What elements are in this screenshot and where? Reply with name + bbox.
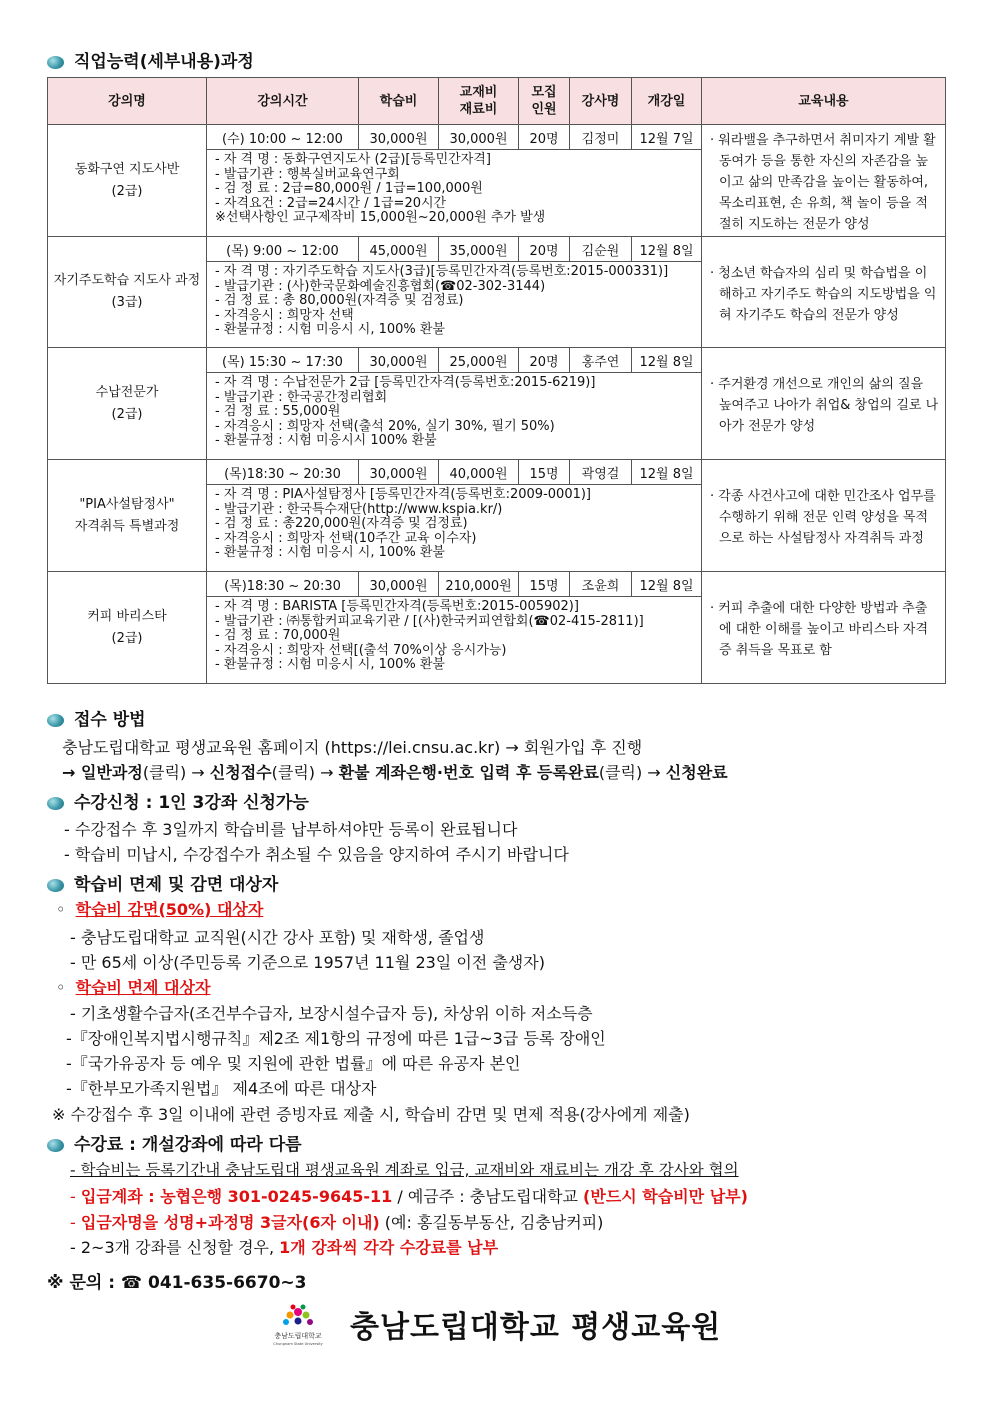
course-time: (수) 10:00 ~ 12:00 bbox=[207, 125, 359, 150]
university-logo-icon bbox=[268, 1300, 328, 1350]
discount-sub2-line-4: -『한부모가족지원법』 제4조에 따른 대상자 bbox=[66, 1079, 377, 1098]
course-instructor: 김정미 bbox=[570, 125, 632, 150]
column-header: 강의시간 bbox=[207, 78, 359, 125]
course-details bbox=[207, 485, 702, 572]
detail-line: - 발급기관 : 행복실버교육연구회 bbox=[215, 166, 400, 182]
tuition-line-3: - 입금자명을 성명+과정명 3글자(6자 이내) (예: 홍길동부동산, 김충남커피) bbox=[70, 1213, 604, 1232]
course-time: (목)18:30 ~ 20:30 bbox=[207, 572, 359, 597]
course-description: · 주거환경 개선으로 개인의 삶의 질을 높여주고 나아가 취업& 창업의 길로 나아가 전문가 양성 bbox=[702, 348, 946, 460]
course-material: 35,000원 bbox=[439, 237, 519, 262]
detail-line: - 발급기관 : (사)한국문화예술진흥협회(☎02-302-3144) bbox=[215, 278, 546, 294]
discount-sub2-line-2: -『장애인복지법시행규칙』제2조 제1항의 규정에 따른 1급~3급 등록 장애인 bbox=[66, 1029, 606, 1048]
column-header: 강의명 bbox=[48, 78, 207, 125]
detail-line: - 발급기관 : 한국공간정리협회 bbox=[215, 389, 388, 405]
detail-line: - 검 정 료 : 70,000원 bbox=[215, 628, 341, 643]
discount-sub2-line-3: -『국가유공자 등 예우 및 지원에 관한 법률』에 따른 유공자 본인 bbox=[66, 1054, 521, 1073]
course-fee: 30,000원 bbox=[359, 572, 439, 597]
discount-sub2-line-1: - 기초생활수급자(조건부수급자, 보장시설수급자 등), 차상위 이하 저소득층 bbox=[70, 1004, 593, 1023]
section-title-courses: 직업능력(세부내용)과정 bbox=[47, 47, 254, 72]
tuition-line-1: - 학습비는 등록기간내 충남도립대 평생교육원 계좌로 입금, 교재비와 재료비는 개강 후 강사와 협의 bbox=[70, 1161, 739, 1179]
detail-line: - 발급기관 : ㈜통합커피교육기관 / [(사)한국커피연합회(☎02-415-2811)] bbox=[215, 613, 644, 629]
course-description: · 각종 사건사고에 대한 민간조사 업무를 수행하기 위해 전문 인력 양성을 목적으로 하는 사설탐정사 자격취득 과정 bbox=[702, 460, 946, 572]
course-material: 210,000원 bbox=[439, 572, 519, 597]
enroll-line-2: - 학습비 미납시, 수강접수가 취소될 수 있음을 양지하여 주시기 바랍니다 bbox=[64, 845, 569, 864]
detail-line: ※선택사항인 교구제작비 15,000원~20,000원 추가 발생 bbox=[215, 210, 546, 225]
course-capacity: 15명 bbox=[519, 460, 570, 485]
detail-line: - 검 정 료 : 총220,000원(자격증 및 검정료) bbox=[215, 516, 468, 531]
detail-line: - 검 정 료 : 2급=80,000원 / 1급=100,000원 bbox=[215, 181, 483, 196]
course-instructor: 조윤희 bbox=[570, 572, 632, 597]
course-details bbox=[207, 597, 702, 684]
course-fee: 30,000원 bbox=[359, 125, 439, 150]
course-material: 40,000원 bbox=[439, 460, 519, 485]
university-logo bbox=[268, 1300, 328, 1350]
course-start: 12월 8일 bbox=[632, 572, 702, 597]
contact-info: ※ 문의 : ☎ 041-635-6670~3 bbox=[47, 1273, 307, 1293]
discount-note: ※ 수강접수 후 3일 이내에 관련 증빙자료 제출 시, 학습비 감면 및 면제 적용(강사에게 제출) bbox=[52, 1105, 690, 1124]
detail-line: - 환불규정 : 시험 미응시 시, 100% 환불 bbox=[215, 657, 445, 672]
enroll-line-1: - 수강접수 후 3일까지 학습비를 납부하셔야만 등록이 완료됩니다 bbox=[64, 820, 518, 839]
course-material: 25,000원 bbox=[439, 348, 519, 373]
course-name: 동화구연 지도사반 (2급) bbox=[48, 125, 207, 237]
course-instructor: 김순원 bbox=[570, 237, 632, 262]
course-instructor: 곽영걸 bbox=[570, 460, 632, 485]
course-capacity: 20명 bbox=[519, 237, 570, 262]
column-header: 교육내용 bbox=[702, 78, 946, 125]
course-start: 12월 7일 bbox=[632, 125, 702, 150]
detail-line: - 자 격 명 : 자기주도학습 지도사(3급)[등록민간자격(등록번호:2015-000331)] bbox=[215, 264, 669, 279]
detail-line: - 환불규정 : 시험 미응시 시, 100% 환불 bbox=[215, 322, 445, 337]
course-description: · 워라밸을 추구하면서 취미자기 계발 활동여가 등을 통한 자신의 자존감을 높이고 삶의 만족감을 높이는 활동하여, 목소리표현, 손 유희, 책 놀이 등을 적절히 지도하는 전문가 양성 bbox=[702, 125, 946, 237]
course-row bbox=[48, 572, 946, 597]
course-time: (목)18:30 ~ 20:30 bbox=[207, 460, 359, 485]
course-time: (목) 9:00 ~ 12:00 bbox=[207, 237, 359, 262]
course-fee: 30,000원 bbox=[359, 460, 439, 485]
bullet-icon bbox=[47, 56, 64, 69]
detail-line: - 발급기관 : 한국특수재단(http://www.kspia.kr/) bbox=[215, 501, 503, 517]
course-fee: 30,000원 bbox=[359, 348, 439, 373]
column-header: 강사명 bbox=[570, 78, 632, 125]
footer bbox=[0, 1296, 992, 1356]
detail-line: - 환불규정 : 시험 미응시 시, 100% 환불 bbox=[215, 545, 445, 560]
course-start: 12월 8일 bbox=[632, 237, 702, 262]
bullet-icon bbox=[47, 879, 64, 892]
course-start: 12월 8일 bbox=[632, 460, 702, 485]
detail-line: - 검 정 료 : 55,000원 bbox=[215, 404, 341, 419]
course-row bbox=[48, 348, 946, 373]
course-row bbox=[48, 237, 946, 262]
detail-line: - 환불규정 : 시험 미응시시 100% 환불 bbox=[215, 433, 437, 448]
discount-sub1-heading: ◦ 학습비 감면(50%) 대상자 bbox=[56, 900, 264, 919]
detail-line: - 자격응시 : 희망자 선택(10주간 교육 이수자) bbox=[215, 530, 477, 546]
course-fee: 45,000원 bbox=[359, 237, 439, 262]
course-description: · 커피 추출에 대한 다양한 방법과 추출에 대한 이해를 높이고 바리스타 자격증 취득을 목표로 함 bbox=[702, 572, 946, 684]
course-capacity: 15명 bbox=[519, 572, 570, 597]
bullet-icon bbox=[47, 714, 64, 727]
section-title-tuition: 수강료 : 개설강좌에 따라 다름 bbox=[47, 1130, 302, 1155]
discount-sub1-line-2: - 만 65세 이상(주민등록 기준으로 1957년 11월 23일 이전 출생자) bbox=[70, 953, 545, 972]
column-header: 개강일 bbox=[632, 78, 702, 125]
course-row bbox=[48, 460, 946, 485]
detail-line: - 자격응시 : 희망자 선택[(출석 70%이상 응시가능) bbox=[215, 642, 507, 658]
course-start: 12월 8일 bbox=[632, 348, 702, 373]
course-table bbox=[47, 77, 946, 684]
svg-text:Chungnam State University: Chungnam State University bbox=[273, 1342, 323, 1346]
column-header: 학습비 bbox=[359, 78, 439, 125]
column-header: 모집 인원 bbox=[519, 78, 570, 125]
discount-sub1-line-1: - 충남도립대학교 교직원(시간 강사 포함) 및 재학생, 졸업생 bbox=[70, 928, 485, 947]
svg-text:충남도립대학교: 충남도립대학교 bbox=[274, 1332, 322, 1340]
course-details bbox=[207, 150, 702, 237]
detail-line: - 자 격 명 : PIA사설탐정사 [등록민간자격(등록번호:2009-0001)] bbox=[215, 487, 592, 502]
bullet-icon bbox=[47, 797, 64, 810]
course-instructor: 홍주연 bbox=[570, 348, 632, 373]
detail-line: - 자격응시 : 희망자 선택 bbox=[215, 307, 354, 323]
detail-line: - 자격응시 : 희망자 선택(출석 20%, 실기 30%, 필기 50%) bbox=[215, 418, 555, 434]
section-title-discount: 학습비 면제 및 감면 대상자 bbox=[47, 870, 278, 895]
institute-name: 충남도립대학교 평생교육원 bbox=[350, 1310, 722, 1345]
course-name: "PIA사설탐정사" 자격취득 특별과정 bbox=[48, 460, 207, 572]
table-header-row bbox=[48, 78, 946, 125]
course-row bbox=[48, 125, 946, 150]
tuition-line-2: - 입금계좌 : 농협은행 301-0245-9645-11 / 예금주 : 충남도립대학교 (반드시 학습비만 납부) bbox=[70, 1187, 748, 1206]
course-capacity: 20명 bbox=[519, 125, 570, 150]
column-header: 교재비 재료비 bbox=[439, 78, 519, 125]
detail-line: - 자 격 명 : 동화구연지도사 (2급)[등록민간자격] bbox=[215, 152, 491, 167]
detail-line: - 자 격 명 : BARISTA [등록민간자격(등록번호:2015-005902)] bbox=[215, 599, 579, 614]
course-details bbox=[207, 262, 702, 348]
discount-sub2-heading: ◦ 학습비 면제 대상자 bbox=[56, 978, 211, 997]
reception-line-1: 충남도립대학교 평생교육원 홈페이지 (https://lei.cnsu.ac.kr) → 회원가입 후 진행 bbox=[62, 738, 643, 757]
tuition-line-4: - 2~3개 강좌를 신청할 경우, 1개 강좌씩 각각 수강료를 납부 bbox=[70, 1238, 499, 1257]
course-capacity: 20명 bbox=[519, 348, 570, 373]
bullet-icon bbox=[47, 1139, 64, 1152]
course-details bbox=[207, 373, 702, 460]
course-name: 자기주도학습 지도사 과정 (3급) bbox=[48, 237, 207, 348]
course-name: 수납전문가 (2급) bbox=[48, 348, 207, 460]
section-title-reception: 접수 방법 bbox=[47, 705, 146, 730]
course-time: (목) 15:30 ~ 17:30 bbox=[207, 348, 359, 373]
course-description: · 청소년 학습자의 심리 및 학습법을 이해하고 자기주도 학습의 지도방법을 익혀 자기주도 학습의 전문가 양성 bbox=[702, 237, 946, 348]
reception-line-2: → 일반과정(클릭) → 신청접수(클릭) → 환불 계좌은행·번호 입력 후 등록완료(클릭) → 신청완료 bbox=[62, 763, 728, 782]
course-name: 커피 바리스타 (2급) bbox=[48, 572, 207, 684]
detail-line: - 자 격 명 : 수납전문가 2급 [등록민간자격(등록번호:2015-6219)] bbox=[215, 375, 596, 390]
detail-line: - 자격요건 : 2급=24시간 / 1급=20시간 bbox=[215, 195, 447, 211]
section-title-enroll: 수강신청 : 1인 3강좌 신청가능 bbox=[47, 788, 309, 813]
detail-line: - 검 정 료 : 총 80,000원(자격증 및 검정료) bbox=[215, 293, 464, 308]
course-material: 30,000원 bbox=[439, 125, 519, 150]
